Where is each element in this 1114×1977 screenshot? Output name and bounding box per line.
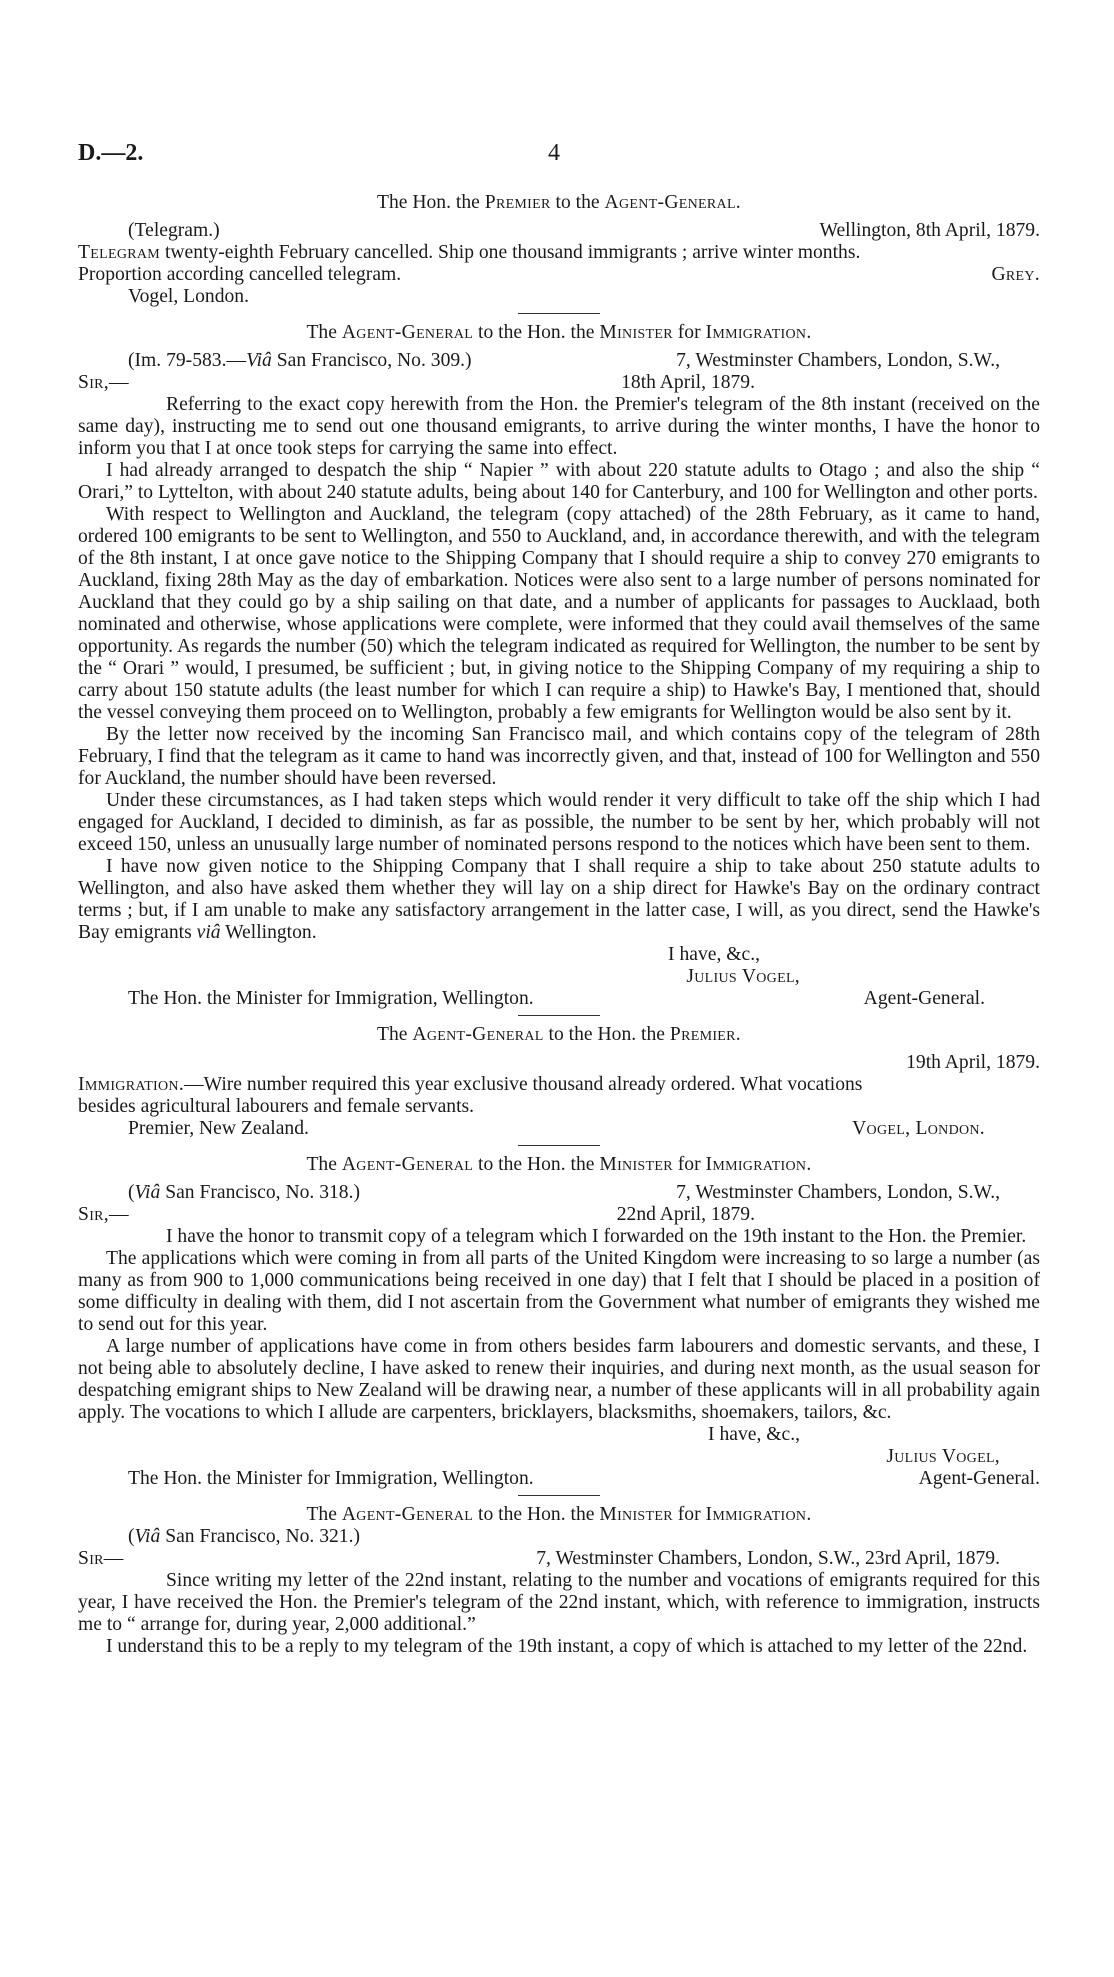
section-heading: The Agent-General to the Hon. the Premier. [377,1024,741,1045]
letter-23-april [78,1504,1040,1658]
salutation-row [78,372,1040,394]
paragraph: I have now given notice to the Shipping Company that I shall require a ship to take about 250 statute adults to Wellington, and also have asked them whether they will lay on a ship direct for Hawke's Bay on the ordinary contract terms ; but, if I am unable to make any satisfactory arrangement in the latter case, I will, as you direct, send the Hawke's Bay emigrants viâ Wellington. [78,856,1040,943]
closing: I have, &c., [708,1424,800,1445]
salutation-row [78,1204,1040,1226]
page-number: 4 [548,140,560,166]
telegram-premier-to-agent-general [78,192,1040,308]
addressee: The Hon. the Minister for Immigration, Wellington. [128,988,534,1009]
addressee: The Hon. the Minister for Immigration, Wellington. [128,1468,534,1489]
telegram-line-1: Immigration.—Wire number required this year exclusive thousand already ordered. What vocations [78,1074,863,1095]
telegram-tag-row [78,220,1040,242]
letter-18-april [78,322,1040,1010]
letter-reference: (Viâ San Francisco, No. 321.) [128,1526,361,1547]
section-heading: The Agent-General to the Hon. the Minister for Immigration. [306,1504,812,1525]
telegram-addressee: Vogel, London. [128,286,250,307]
paragraph: Since writing my letter of the 22nd instant, relating to the number and vocations of emigrants required for this year, I have received the Hon. the Premier's telegram of the 22nd instant, which, with reference to immigration, instructs me to “ arrange for, during year, 2,000 additional.” [78,1570,1040,1635]
divider [518,1145,600,1146]
letter-22-april [78,1154,1040,1490]
document-reference: D.—2. [78,140,144,166]
letter-date: 18th April, 1879. [621,372,755,393]
signer-name: Julius Vogel, [886,1446,1000,1467]
divider [518,1015,600,1016]
section-heading: The Agent-General to the Hon. the Minister for Immigration. [306,1154,812,1175]
paragraph: Under these circumstances, as I had taken steps which would render it very difficult to take off the ship which I had engaged for Auckland, I decided to diminish, as far as possible, the number to be sent by her, which probably will not exceed 150, unless an unusually large number of nominated persons respond to the notices which have been sent to them. [78,790,1040,855]
signer-name: Julius Vogel, [686,966,800,987]
telegram-line-2: Proportion according cancelled telegram. [78,264,402,285]
telegram-signature: Grey. [991,264,1040,285]
telegram-signature: Vogel, London. [852,1118,985,1139]
paragraph: By the letter now received by the incoming San Francisco mail, and which contains copy of the telegram of 28th February, I find that the telegram as it came to hand was incorrectly given, and that, instead of 100 for Wellington and 550 for Auckland, the number should have been reversed. [78,724,1040,789]
paragraph: A large number of applications have come in from others besides farm labourers and domestic servants, and these, I not being able to absolutely decline, I have asked to renew their inquiries, and during next month, as the usual season for despatching emigrant ships to New Zealand will be drawing near, a number of these applicants will in all probability again apply. The vocations to which I allude are carpenters, bricklayers, blacksmiths, shoemakers, tailors, &c. [78,1336,1040,1423]
telegram-tag: (Telegram.) [128,220,220,241]
letter-reference: (Viâ San Francisco, No. 318.) [128,1182,361,1203]
place-date: Wellington, 8th April, 1879. [819,220,1040,241]
salutation: Sir,— [78,1204,129,1225]
page-header [78,140,1038,180]
telegram-agent-general-to-premier [78,1024,1040,1140]
telegram-date: 19th April, 1879. [906,1052,1040,1073]
letter-date: 22nd April, 1879. [616,1204,755,1225]
paragraph: Referring to the exact copy herewith from the Hon. the Premier's telegram of the 8th instant (received on the same day), instructing me to send out one thousand emigrants, to arrive during the winter months, I have the honor to inform you that I at once took steps for carrying the same into effect. [78,394,1040,459]
signer-title: Agent-General. [863,988,985,1009]
telegram-line-1: Telegram twenty-eighth February cancelled. Ship one thousand immigrants ; arrive winter months. [78,242,861,263]
divider [518,1495,600,1496]
closing: I have, &c., [668,944,760,965]
paragraph: With respect to Wellington and Auckland, the telegram (copy attached) of the 28th February, as it came to hand, ordered 100 emigrants to be sent to Wellington, and 550 to Auckland, and, in accordance therewith, and with the telegram of the 8th instant, I at once gave notice to the Shipping Company that I should require a ship to convey 270 emigrants to Auckland, fixing 28th May as the day of embarkation. Notices were also sent to a large number of persons nominated for Auckland that they could go by a ship sailing on that date, and a number of applicants for passages to Aucklaad, both nominated and otherwise, whose applications were complete, were informed that they could avail themselves of the same opportunity. As regards the number (50) which the telegram indicated as required for Wellington, the number to be sent by the “ Orari ” would, I presumed, be sufficient ; but, in giving notice to the Shipping Company of my requiring a ship to carry about 150 statute adults (the least number for which I can require a ship) to Hawke's Bay, I mentioned that, should the vessel conveying them proceed on to Wellington, probably a few emigrants for Wellington would be also sent by it. [78,504,1040,723]
paragraph: I understand this to be a reply to my telegram of the 19th instant, a copy of which is attached to my letter of the 22nd. [106,1636,1028,1657]
letter-reference-row [78,1182,1040,1204]
telegram-addressee: Premier, New Zealand. [128,1118,309,1139]
sender-address-date: 7, Westminster Chambers, London, S.W., 23rd April, 1879. [536,1548,1000,1569]
paragraph: I had already arranged to despatch the ship “ Napier ” with about 220 statute adults to Otago ; and also the ship “ Orari,” to Lyttelton, with about 240 statute adults, being about 140 for Canterbury, and 100 for Wellington and other ports. [78,460,1040,503]
sender-address: 7, Westminster Chambers, London, S.W., [676,1182,1000,1203]
section-heading: The Agent-General to the Hon. the Minister for Immigration. [306,322,812,343]
addressee-row [78,988,1040,1010]
paragraph: The applications which were coming in from all parts of the United Kingdom were increasing to so large a number (as many as from 900 to 1,000 communications being received in one day) that I felt that I should be placed in a position of some difficulty in dealing with them, did I not ascertain from the Government what number of emigrants they wished me to send out for this year. [78,1248,1040,1335]
divider [518,313,600,314]
salutation: Sir— [78,1548,124,1569]
document-body [78,192,1040,1658]
addressee-row [78,1468,1040,1490]
sender-address: 7, Westminster Chambers, London, S.W., [676,350,1000,371]
paragraph: I have the honor to transmit copy of a telegram which I forwarded on the 19th instant to the Hon. the Premier. [166,1226,1027,1247]
salutation-row [78,1548,1040,1570]
telegram-line-2: besides agricultural labourers and female servants. [78,1096,475,1117]
letter-reference: (Im. 79-583.—Viâ San Francisco, No. 309.) [128,350,472,371]
letter-reference-row [78,350,1040,372]
telegram-line-2-row [78,264,1040,286]
signer-title: Agent-General. [918,1468,1040,1489]
section-heading: The Hon. the Premier to the Agent-General. [377,192,741,213]
telegram-sign-row [78,1118,1040,1140]
salutation: Sir,— [78,372,129,393]
